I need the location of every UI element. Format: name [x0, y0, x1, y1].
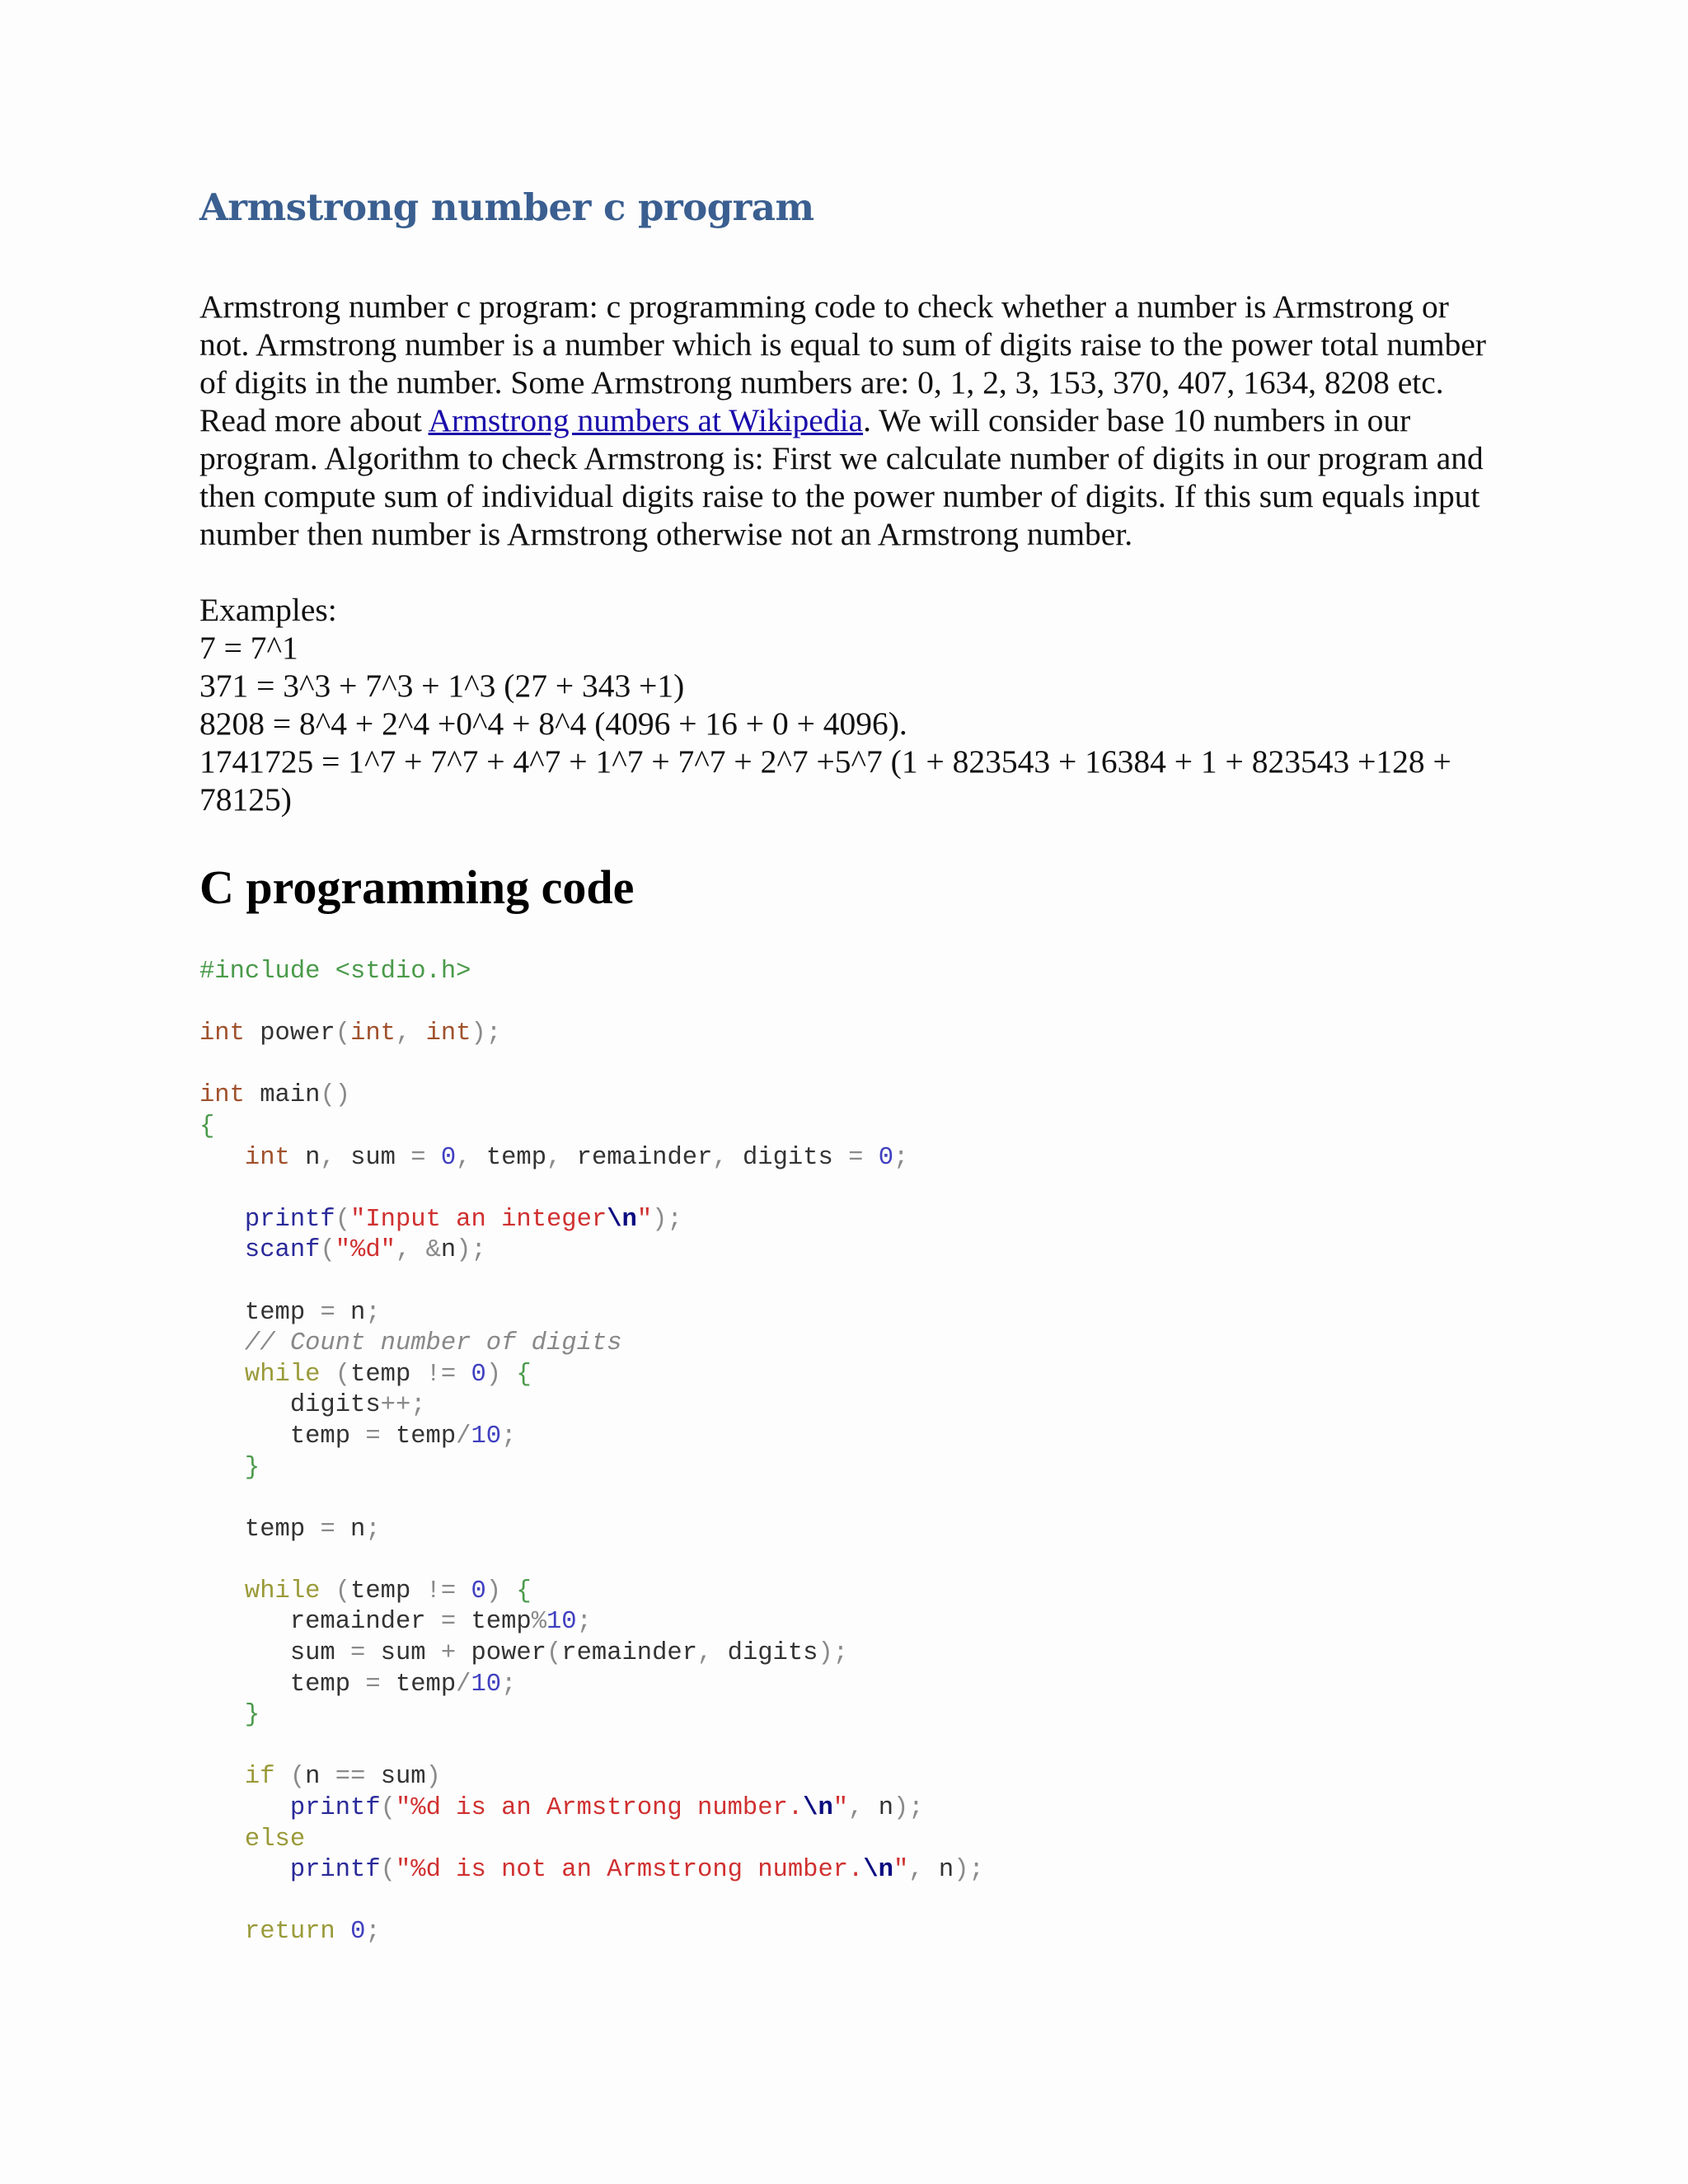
intro-text-before-link: Armstrong number c program: c programming code to check whether a number is Armstrong or not. Armstrong number is a number which is equal to sum of digits raise to the power total number of digits in the number. Some Armstrong numbers are: 0, 1, 2, 3, 153, 370, 407, 1634, 8208 etc. Read more about: [199, 288, 1487, 438]
code-line: [199, 957, 984, 988]
example-line: 371 = 3^3 + 7^3 + 1^3 (27 + 343 +1): [199, 668, 685, 704]
code-token: {: [516, 1577, 532, 1605]
code-token: printf: [244, 1205, 335, 1234]
code-token: =: [848, 1143, 879, 1172]
code-token: [320, 1577, 335, 1605]
code-token: ;: [365, 1298, 381, 1327]
code-token: [275, 1763, 290, 1791]
code-token: n: [440, 1236, 457, 1265]
code-line: [199, 1422, 984, 1453]
code-token: temp: [199, 1422, 366, 1451]
code-token: ": [832, 1794, 849, 1823]
code-token: sum: [380, 1639, 441, 1668]
intro-paragraph: [199, 288, 1502, 553]
code-token: while: [244, 1360, 321, 1389]
code-token: !=: [425, 1577, 471, 1605]
code-token: (: [380, 1856, 396, 1885]
code-token: power: [471, 1639, 546, 1668]
code-token: temp: [199, 1670, 366, 1699]
code-token: temp: [395, 1670, 457, 1699]
code-token: ": [636, 1205, 653, 1234]
code-token: [199, 1361, 245, 1389]
code-token: [199, 1856, 290, 1884]
code-token: (: [335, 1019, 351, 1048]
code-line: [199, 1329, 984, 1360]
examples-heading: Examples:: [199, 592, 337, 628]
code-token: digits: [727, 1639, 818, 1668]
code-token: ,: [712, 1143, 743, 1172]
code-token: ": [893, 1856, 909, 1885]
code-token: "%d is not an Armstrong number.: [395, 1856, 864, 1885]
code-token: \n: [607, 1205, 637, 1234]
code-token: [199, 1701, 245, 1729]
code-token: ;: [893, 1143, 909, 1172]
example-line: 7 = 7^1: [199, 630, 298, 666]
code-token: [199, 1329, 245, 1357]
page-title: Armstrong number c program: [199, 185, 814, 229]
code-token: (: [335, 1577, 351, 1605]
code-token: (: [320, 1236, 335, 1265]
code-line: [199, 1700, 984, 1732]
code-line: [199, 1298, 984, 1329]
code-token: if: [244, 1763, 275, 1792]
code-token: (: [289, 1763, 306, 1792]
code-line: [199, 1917, 984, 1948]
code-token: ): [485, 1360, 517, 1389]
code-token: ,: [320, 1143, 351, 1172]
code-token: [335, 1918, 350, 1946]
code-token: 0: [440, 1143, 457, 1172]
code-token: ,: [546, 1143, 577, 1172]
code-token: 10: [471, 1670, 502, 1699]
code-token: n: [350, 1515, 366, 1544]
code-token: sum: [199, 1639, 351, 1668]
code-line: [199, 1483, 984, 1515]
code-token: temp: [350, 1360, 426, 1389]
code-token: +: [440, 1639, 471, 1668]
code-line: [199, 1515, 984, 1546]
code-token: scanf: [244, 1236, 321, 1265]
example-line: 1741725 = 1^7 + 7^7 + 4^7 + 1^7 + 7^7 + 2^7 +5^7 (1 + 823543 + 16384 + 1 + 823543 +128 + 78125): [199, 743, 1451, 818]
code-token: ,: [908, 1856, 939, 1885]
code-line: [199, 1360, 984, 1391]
code-line: [199, 1762, 984, 1793]
code-token: temp: [395, 1422, 457, 1451]
code-token: ;: [365, 1515, 381, 1544]
code-token: \n: [803, 1794, 833, 1823]
code-token: power: [244, 1019, 335, 1048]
code-token: remainder: [199, 1608, 441, 1637]
code-token: (: [335, 1205, 351, 1234]
code-token: [199, 1763, 245, 1791]
code-line: [199, 1267, 984, 1298]
code-line: [199, 1390, 984, 1422]
code-line: [199, 1174, 984, 1205]
code-token: {: [516, 1360, 532, 1389]
code-token: , &: [395, 1236, 441, 1265]
examples-block: [199, 591, 1502, 818]
code-token: ): [485, 1577, 517, 1605]
code-token: }: [244, 1453, 260, 1482]
code-token: [320, 1361, 335, 1389]
code-token: ,: [456, 1143, 486, 1172]
code-token: ,: [395, 1019, 426, 1048]
code-token: {: [199, 1112, 215, 1141]
code-token: remainder: [561, 1639, 698, 1668]
code-token: );: [456, 1236, 486, 1265]
code-token: "%d": [335, 1236, 396, 1265]
code-token: while: [244, 1577, 321, 1605]
code-token: sum: [350, 1143, 411, 1172]
code-token: );: [818, 1639, 849, 1668]
code-line: [199, 1825, 984, 1856]
code-token: int: [425, 1019, 471, 1048]
code-token: digits: [199, 1391, 381, 1420]
code-token: );: [893, 1794, 924, 1823]
code-token: remainder: [576, 1143, 713, 1172]
code-token: =: [410, 1143, 441, 1172]
code-token: 0: [471, 1360, 486, 1389]
code-token: !=: [425, 1360, 471, 1389]
code-token: temp: [471, 1608, 532, 1637]
code-token: printf: [289, 1856, 381, 1885]
code-token: =: [320, 1298, 351, 1327]
code-token: );: [471, 1019, 502, 1048]
code-token: #include <stdio.h>: [199, 958, 471, 986]
code-token: 0: [878, 1143, 894, 1172]
code-token: [199, 1144, 245, 1172]
code-token: ): [425, 1763, 441, 1792]
code-token: ;: [501, 1422, 517, 1451]
code-line: [199, 1143, 984, 1174]
code-token: [199, 1825, 245, 1854]
code-token: [199, 1454, 245, 1482]
code-line: [199, 1453, 984, 1484]
code-token: n: [289, 1143, 321, 1172]
code-token: n: [878, 1794, 893, 1823]
code-token: else: [244, 1825, 306, 1854]
code-token: digits: [742, 1143, 849, 1172]
document-content: [199, 185, 1493, 1947]
code-block: [199, 957, 984, 1948]
code-token: ;: [576, 1608, 592, 1637]
code-line: [199, 1793, 984, 1825]
code-token: int: [199, 1081, 245, 1110]
code-token: =: [320, 1515, 351, 1544]
code-token: (): [320, 1081, 351, 1110]
code-token: ==: [335, 1763, 381, 1792]
code-token: =: [350, 1639, 381, 1668]
code-token: (: [546, 1639, 562, 1668]
code-token: printf: [289, 1794, 381, 1823]
code-token: =: [440, 1608, 471, 1637]
code-line: [199, 1577, 984, 1608]
code-token: "Input an integer: [350, 1205, 607, 1234]
code-token: (: [335, 1360, 351, 1389]
code-token: return: [244, 1918, 335, 1947]
code-line: [199, 1732, 984, 1763]
wikipedia-link[interactable]: Armstrong numbers at Wikipedia: [428, 402, 864, 438]
code-line: [199, 1545, 984, 1577]
code-token: "%d is an Armstrong number.: [395, 1794, 804, 1823]
code-section-heading: C programming code: [199, 860, 635, 914]
code-token: =: [365, 1670, 396, 1699]
code-token: n: [350, 1298, 366, 1327]
code-token: \n: [863, 1856, 893, 1885]
code-token: 10: [471, 1422, 502, 1451]
code-token: temp: [485, 1143, 547, 1172]
code-line: [199, 1019, 984, 1050]
code-line: [199, 1235, 984, 1267]
code-token: sum: [380, 1763, 426, 1792]
code-token: n: [305, 1763, 335, 1792]
code-line: [199, 1607, 984, 1638]
code-token: /: [456, 1670, 471, 1699]
code-token: 10: [546, 1608, 577, 1637]
intro-text-after-link: . We will consider base 10 numbers in our program. Algorithm to check Armstrong is: First we calculate number of digits in our program and then compute sum of individual digits raise to the power number of digits. If this sum equals input number then number is Armstrong otherwise not an Armstrong number.: [199, 402, 1484, 552]
code-token: =: [365, 1422, 396, 1451]
code-token: [199, 1577, 245, 1605]
code-line: [199, 1205, 984, 1236]
code-token: }: [244, 1701, 260, 1730]
code-token: // Count number of digits: [244, 1329, 622, 1358]
code-token: ;: [501, 1670, 517, 1699]
code-line: [199, 1050, 984, 1081]
code-token: %: [531, 1608, 546, 1637]
code-token: 0: [471, 1577, 486, 1605]
code-line: [199, 1670, 984, 1701]
code-line: [199, 1886, 984, 1918]
code-line: [199, 1112, 984, 1143]
code-token: [199, 1236, 245, 1264]
code-token: ,: [848, 1794, 879, 1823]
code-token: ++;: [380, 1391, 426, 1420]
code-token: );: [954, 1856, 984, 1885]
code-token: 0: [350, 1918, 366, 1947]
code-token: int: [244, 1143, 290, 1172]
code-token: int: [350, 1019, 396, 1048]
code-line: [199, 1855, 984, 1886]
code-token: temp: [350, 1577, 426, 1605]
code-token: [199, 1206, 245, 1234]
code-token: );: [652, 1205, 682, 1234]
code-token: [199, 1794, 290, 1822]
code-line: [199, 1638, 984, 1670]
code-token: temp: [199, 1298, 321, 1327]
code-line: [199, 1080, 984, 1112]
code-token: ;: [365, 1918, 381, 1947]
code-token: /: [456, 1422, 471, 1451]
code-line: [199, 988, 984, 1019]
code-token: ,: [697, 1639, 728, 1668]
code-token: main: [244, 1081, 321, 1110]
code-token: temp: [199, 1515, 321, 1544]
code-token: [199, 1918, 245, 1946]
code-token: (: [380, 1794, 396, 1823]
example-line: 8208 = 8^4 + 2^4 +0^4 + 8^4 (4096 + 16 + 0 + 4096).: [199, 705, 907, 742]
code-token: int: [199, 1019, 245, 1048]
code-token: n: [938, 1856, 954, 1885]
